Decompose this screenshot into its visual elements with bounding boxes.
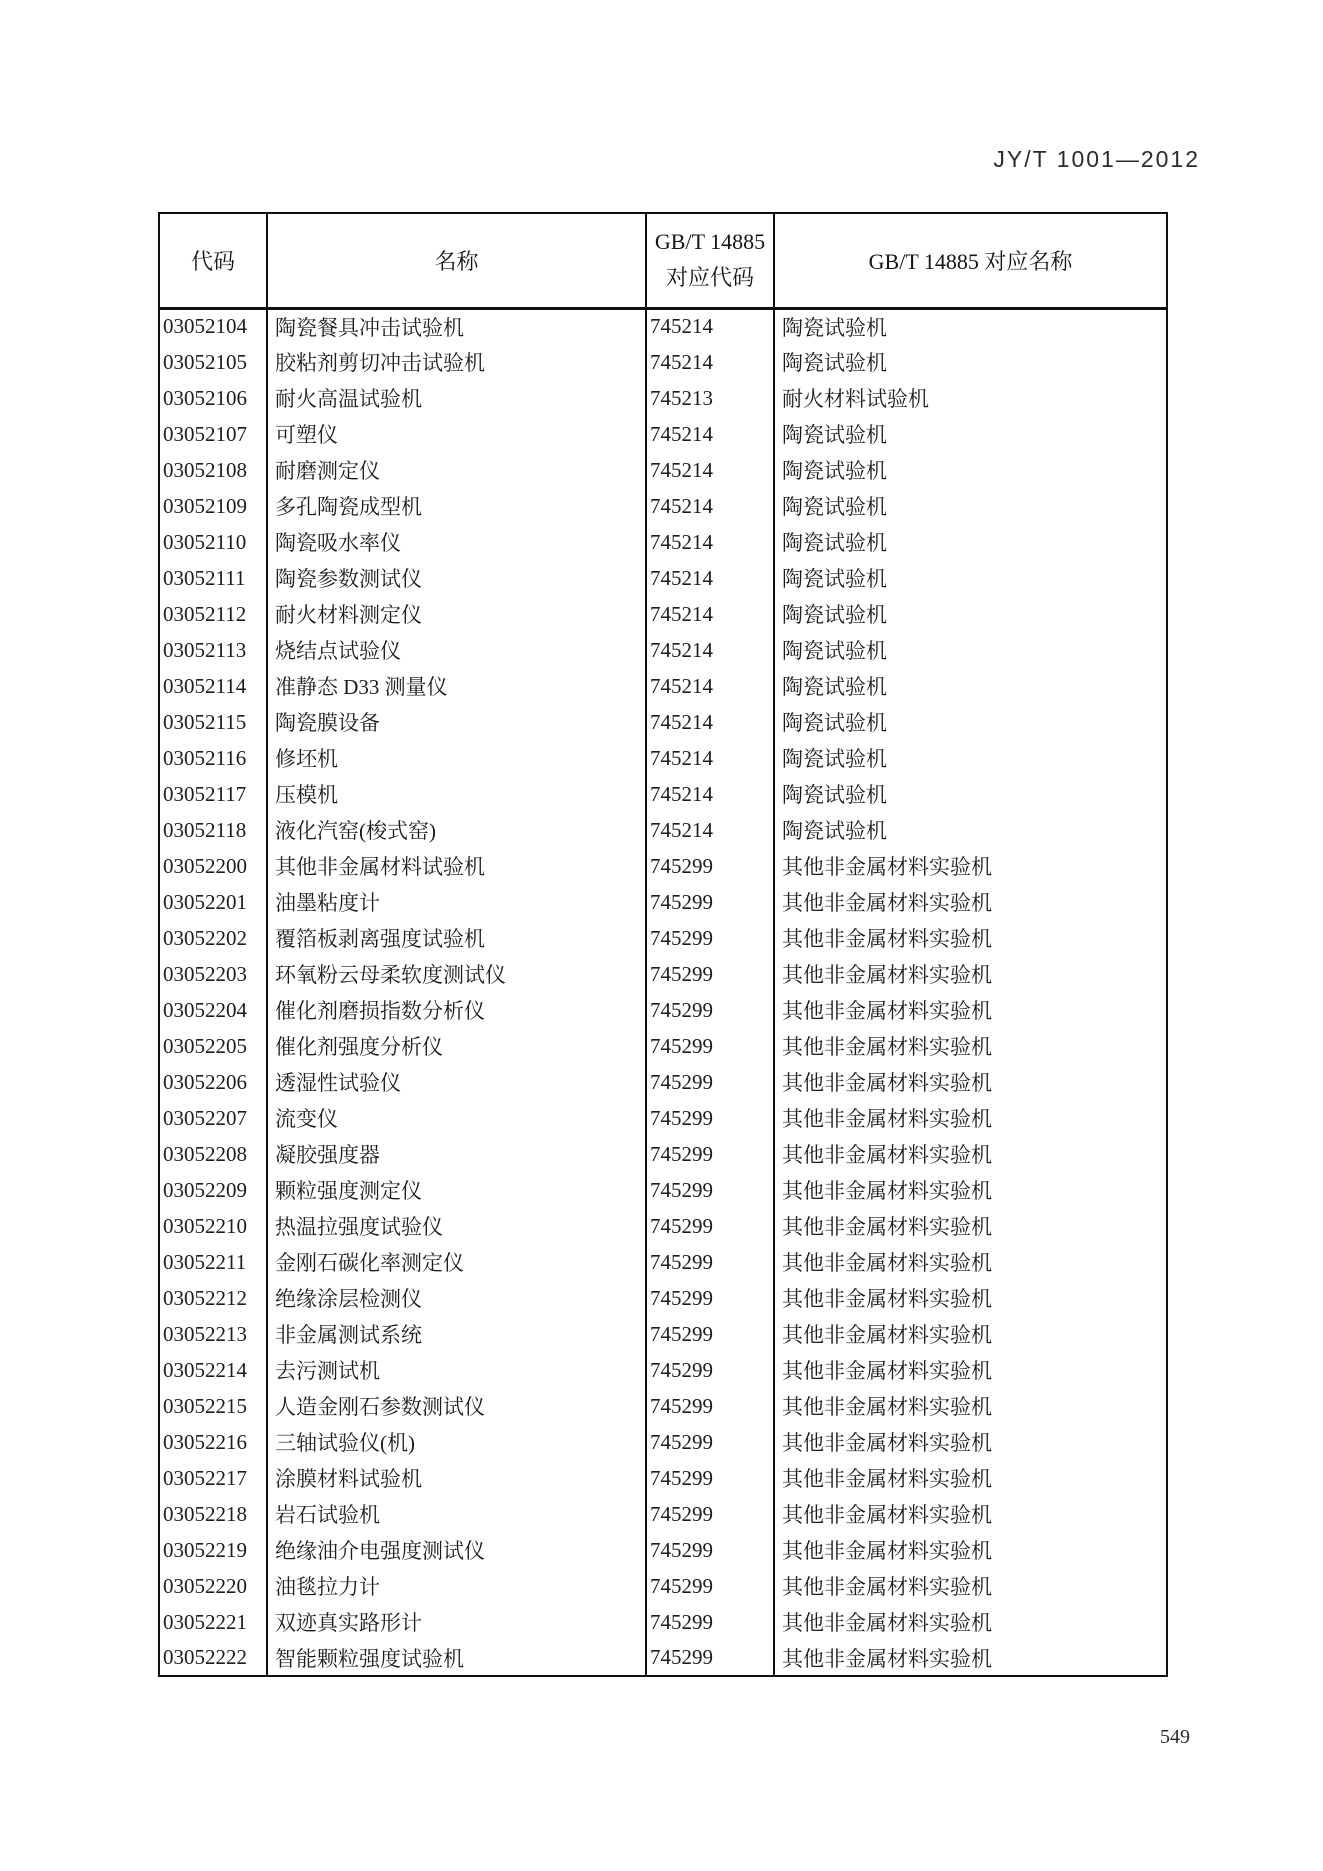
table-row [159,1532,1167,1568]
cell-gbt-name: 陶瓷试验机 [774,740,1167,776]
cell-code: 03052214 [163,1357,247,1382]
cell-gbt-code: 745299 [646,1280,774,1316]
cell-name: 三轴试验仪(机) [267,1424,646,1460]
cell-gbt-name: 其他非金属材料实验机 [774,1064,1167,1100]
cell-code: 03052115 [163,709,247,734]
cell-gbt-code: 745214 [646,560,774,596]
cell-gbt-name: 其他非金属材料实验机 [774,1172,1167,1208]
cell-gbt-name: 陶瓷试验机 [774,560,1167,596]
cell-gbt-code: 745214 [646,668,774,704]
cell-gbt-code: 745299 [646,956,774,992]
table-row [159,1496,1167,1532]
header-gbt-code-line2: 对应代码 [665,265,754,291]
cell-gbt-code: 745299 [646,920,774,956]
cell-gbt-code: 745299 [646,848,774,884]
cell-gbt-name: 陶瓷试验机 [774,632,1167,668]
table-row [159,848,1167,884]
cell-gbt-name: 其他非金属材料实验机 [774,1532,1167,1568]
cell-name: 液化汽窑(梭式窑) [267,812,646,848]
cell-gbt-name: 其他非金属材料实验机 [774,956,1167,992]
cell-code: 03052205 [163,1033,247,1058]
cell-name: 耐火高温试验机 [267,380,646,416]
cell-code: 03052211 [163,1249,247,1274]
cell-gbt-name: 其他非金属材料实验机 [774,884,1167,920]
cell-name: 烧结点试验仪 [267,632,646,668]
cell-name: 陶瓷吸水率仪 [267,524,646,560]
cell-code: 03052219 [163,1537,247,1562]
table-row [159,1424,1167,1460]
cell-name: 涂膜材料试验机 [267,1460,646,1496]
table-row [159,1100,1167,1136]
cell-name: 陶瓷膜设备 [267,704,646,740]
cell-gbt-code: 745299 [646,1532,774,1568]
cell-gbt-code: 745214 [646,344,774,380]
table-row [159,1640,1167,1676]
cell-gbt-name: 其他非金属材料实验机 [774,1316,1167,1352]
cell-code: 03052209 [163,1177,247,1202]
cell-code: 03052105 [163,349,247,374]
cell-gbt-name: 其他非金属材料实验机 [774,1424,1167,1460]
table-row [159,992,1167,1028]
table-row [159,308,1167,344]
cell-name: 双迹真实路形计 [267,1604,646,1640]
cell-gbt-code: 745214 [646,812,774,848]
cell-gbt-name: 其他非金属材料实验机 [774,992,1167,1028]
cell-code: 03052212 [163,1285,247,1310]
cell-code: 03052221 [163,1609,247,1634]
table-row [159,1208,1167,1244]
table-row [159,380,1167,416]
cell-gbt-name: 其他非金属材料实验机 [774,1496,1167,1532]
cell-name: 环氧粉云母柔软度测试仪 [267,956,646,992]
table-row [159,1316,1167,1352]
cell-gbt-code: 745299 [646,1604,774,1640]
cell-name: 透湿性试验仪 [267,1064,646,1100]
cell-name: 压模机 [267,776,646,812]
cell-code: 03052207 [163,1105,247,1130]
cell-gbt-code: 745299 [646,1460,774,1496]
cell-code: 03052106 [163,385,247,410]
code-mapping-table [158,212,1168,1677]
cell-gbt-name: 其他非金属材料实验机 [774,1100,1167,1136]
cell-gbt-code: 745214 [646,632,774,668]
cell-gbt-code: 745214 [646,416,774,452]
cell-gbt-code: 745299 [646,884,774,920]
cell-code: 03052203 [163,961,247,986]
table-row [159,1172,1167,1208]
cell-code: 03052201 [163,889,247,914]
cell-name: 颗粒强度测定仪 [267,1172,646,1208]
cell-gbt-code: 745299 [646,1100,774,1136]
page-number: 549 [1160,1726,1190,1748]
table-row [159,920,1167,956]
cell-code: 03052217 [163,1465,247,1490]
header-code: 代码 [159,213,267,308]
cell-name: 热温拉强度试验仪 [267,1208,646,1244]
cell-name: 修坯机 [267,740,646,776]
cell-gbt-code: 745299 [646,1136,774,1172]
cell-gbt-name: 陶瓷试验机 [774,452,1167,488]
cell-gbt-name: 陶瓷试验机 [774,416,1167,452]
cell-name: 其他非金属材料试验机 [267,848,646,884]
table-row [159,632,1167,668]
table-row [159,1388,1167,1424]
cell-name: 耐火材料测定仪 [267,596,646,632]
table-row [159,1136,1167,1172]
cell-name: 多孔陶瓷成型机 [267,488,646,524]
table-row [159,560,1167,596]
cell-gbt-code: 745214 [646,524,774,560]
table-row [159,668,1167,704]
cell-code: 03052117 [163,781,247,806]
cell-code: 03052110 [163,529,247,554]
cell-gbt-name: 其他非金属材料实验机 [774,1460,1167,1496]
cell-gbt-name: 陶瓷试验机 [774,596,1167,632]
cell-name: 可塑仪 [267,416,646,452]
header-name: 名称 [267,213,646,308]
header-gbt-code [646,213,774,308]
cell-gbt-code: 745214 [646,452,774,488]
cell-name: 去污测试机 [267,1352,646,1388]
table-row [159,1460,1167,1496]
cell-code: 03052113 [163,637,247,662]
cell-name: 准静态 D33 测量仪 [267,668,646,704]
cell-gbt-name: 陶瓷试验机 [774,308,1167,344]
table-row [159,1064,1167,1100]
cell-name: 陶瓷参数测试仪 [267,560,646,596]
table-row [159,1352,1167,1388]
cell-code: 03052213 [163,1321,247,1346]
cell-code: 03052206 [163,1069,247,1094]
cell-code: 03052200 [163,853,247,878]
cell-name: 凝胶强度器 [267,1136,646,1172]
cell-name: 油墨粘度计 [267,884,646,920]
cell-code: 03052112 [163,601,247,626]
cell-gbt-code: 745299 [646,1316,774,1352]
cell-gbt-name: 其他非金属材料实验机 [774,1208,1167,1244]
table-row [159,1604,1167,1640]
table-row [159,1244,1167,1280]
cell-gbt-name: 陶瓷试验机 [774,524,1167,560]
cell-gbt-name: 其他非金属材料实验机 [774,1280,1167,1316]
cell-gbt-code: 745299 [646,1028,774,1064]
cell-gbt-name: 陶瓷试验机 [774,812,1167,848]
cell-name: 催化剂磨损指数分析仪 [267,992,646,1028]
cell-gbt-code: 745214 [646,776,774,812]
cell-gbt-name: 陶瓷试验机 [774,668,1167,704]
cell-name: 金刚石碳化率测定仪 [267,1244,646,1280]
cell-name: 耐磨测定仪 [267,452,646,488]
cell-gbt-name: 陶瓷试验机 [774,344,1167,380]
cell-name: 油毯拉力计 [267,1568,646,1604]
table-row [159,344,1167,380]
table-header-row [159,213,1167,308]
cell-name: 胶粘剂剪切冲击试验机 [267,344,646,380]
cell-gbt-code: 745299 [646,1064,774,1100]
standard-number: JY/T 1001—2012 [993,146,1200,172]
cell-gbt-code: 745299 [646,1640,774,1676]
cell-code: 03052111 [163,565,246,590]
cell-name: 岩石试验机 [267,1496,646,1532]
cell-code: 03052116 [163,745,247,770]
table-row [159,776,1167,812]
cell-gbt-name: 耐火材料试验机 [774,380,1167,416]
cell-name: 流变仪 [267,1100,646,1136]
cell-gbt-name: 其他非金属材料实验机 [774,1136,1167,1172]
cell-code: 03052114 [163,673,247,698]
cell-gbt-name: 陶瓷试验机 [774,704,1167,740]
cell-gbt-name: 其他非金属材料实验机 [774,1028,1167,1064]
cell-code: 03052109 [163,493,247,518]
cell-name: 陶瓷餐具冲击试验机 [267,308,646,344]
cell-code: 03052210 [163,1213,247,1238]
cell-gbt-code: 745214 [646,308,774,344]
cell-code: 03052222 [163,1645,247,1669]
table-row [159,452,1167,488]
cell-code: 03052208 [163,1141,247,1166]
cell-code: 03052104 [163,314,247,339]
cell-name: 绝缘涂层检测仪 [267,1280,646,1316]
table-row [159,416,1167,452]
cell-gbt-name: 其他非金属材料实验机 [774,1640,1167,1676]
cell-code: 03052220 [163,1573,247,1598]
cell-code: 03052118 [163,817,247,842]
table-row [159,812,1167,848]
cell-gbt-code: 745214 [646,740,774,776]
cell-gbt-name: 其他非金属材料实验机 [774,1352,1167,1388]
cell-gbt-name: 陶瓷试验机 [774,488,1167,524]
header-gbt-code-line1: GB/T 14885 [654,229,766,255]
table-row [159,1568,1167,1604]
cell-gbt-code: 745299 [646,1244,774,1280]
cell-gbt-code: 745214 [646,704,774,740]
cell-gbt-name: 其他非金属材料实验机 [774,1244,1167,1280]
cell-gbt-name: 其他非金属材料实验机 [774,848,1167,884]
cell-gbt-code: 745299 [646,1424,774,1460]
cell-gbt-code: 745299 [646,1388,774,1424]
table-row [159,524,1167,560]
header-gbt-name: GB/T 14885 对应名称 [774,213,1167,308]
cell-gbt-name: 陶瓷试验机 [774,776,1167,812]
table-row [159,596,1167,632]
cell-code: 03052204 [163,997,247,1022]
cell-gbt-code: 745299 [646,1208,774,1244]
cell-name: 覆箔板剥离强度试验机 [267,920,646,956]
cell-gbt-name: 其他非金属材料实验机 [774,1568,1167,1604]
cell-gbt-code: 745213 [646,380,774,416]
cell-name: 催化剂强度分析仪 [267,1028,646,1064]
cell-gbt-code: 745214 [646,488,774,524]
table-row [159,956,1167,992]
cell-code: 03052202 [163,925,247,950]
table-row [159,1028,1167,1064]
cell-code: 03052216 [163,1429,247,1454]
cell-code: 03052108 [163,457,247,482]
table-row [159,488,1167,524]
cell-gbt-code: 745299 [646,1496,774,1532]
table-row [159,1280,1167,1316]
cell-code: 03052215 [163,1393,247,1418]
cell-gbt-code: 745214 [646,596,774,632]
cell-name: 智能颗粒强度试验机 [267,1640,646,1676]
cell-gbt-code: 745299 [646,992,774,1028]
cell-code: 03052107 [163,421,247,446]
cell-gbt-code: 745299 [646,1352,774,1388]
table-row [159,704,1167,740]
table-row [159,740,1167,776]
cell-gbt-name: 其他非金属材料实验机 [774,920,1167,956]
cell-name: 人造金刚石参数测试仪 [267,1388,646,1424]
cell-name: 非金属测试系统 [267,1316,646,1352]
table-body [159,308,1167,1676]
cell-code: 03052218 [163,1501,247,1526]
cell-gbt-name: 其他非金属材料实验机 [774,1388,1167,1424]
cell-gbt-name: 其他非金属材料实验机 [774,1604,1167,1640]
cell-gbt-code: 745299 [646,1172,774,1208]
cell-gbt-code: 745299 [646,1568,774,1604]
table-row [159,884,1167,920]
cell-name: 绝缘油介电强度测试仪 [267,1532,646,1568]
